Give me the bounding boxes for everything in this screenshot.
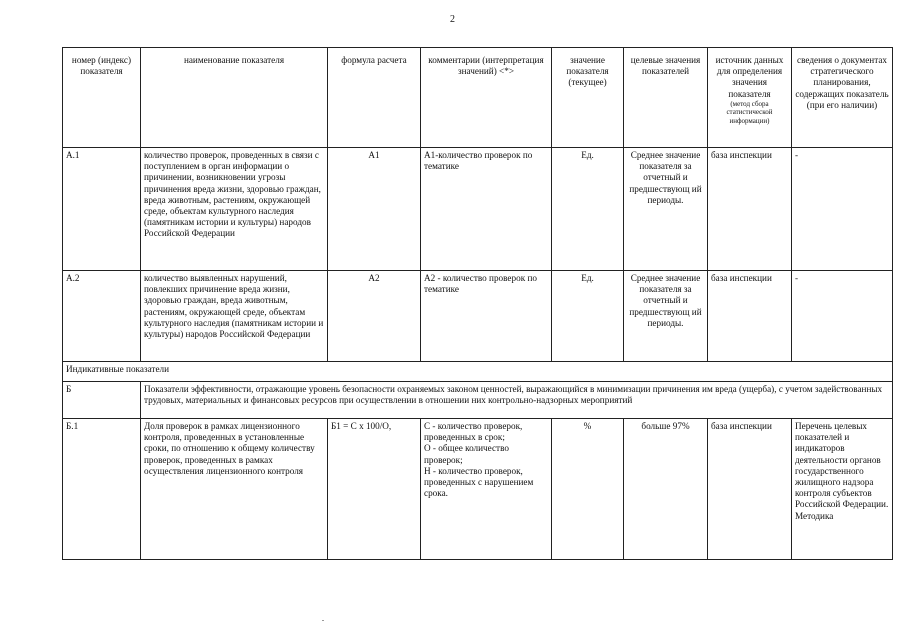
cell-number: Б.1 bbox=[63, 419, 141, 560]
cell-target: больше 97% bbox=[624, 419, 708, 560]
header-source-method: (метод сбора статистической информации) bbox=[726, 99, 773, 125]
cell-name: количество проверок, проведенных в связи с поступлением в орган информации о причинении, возникновении угрозы причинения вреда жизни, здоровью граждан, вреда животным, растениям, окружающей среде, объектам культурного наследия (памятникам истории и культуры) народов Российской Федерации bbox=[141, 148, 328, 271]
section-title: Индикативные показатели bbox=[63, 362, 893, 382]
cell-docs: Перечень целевых показателей и индикаторов деятельности органов государственного жилищного надзора контроля субъектов Российской Федерации. Методика bbox=[792, 419, 893, 560]
cell-docs: - bbox=[792, 148, 893, 271]
group-description: Показатели эффективности, отражающие уровень безопасности охраняемых законом ценностей, выражающийся в минимизации причинения им вреда (ущерба), с учетом задействованных трудовых, материальных и финансовых ресурсов при осуществлении в отношении них контрольно-надзорных мероприятий bbox=[141, 382, 893, 419]
section-row bbox=[63, 362, 893, 382]
header-docs: сведения о документах стратегического планирования, содержащих показатель (при его наличии) bbox=[792, 48, 893, 148]
header-number: номер (индекс) показателя bbox=[63, 48, 141, 148]
indicators-table bbox=[62, 47, 893, 560]
table-row bbox=[63, 419, 893, 560]
cell-number: А.2 bbox=[63, 271, 141, 362]
cell-source: база инспекции bbox=[708, 419, 792, 560]
cell-target: Среднее значение показателя за отчетный и предшествующ ий периоды. bbox=[624, 148, 708, 271]
header-name: наименование показателя bbox=[141, 48, 328, 148]
table-row bbox=[63, 271, 893, 362]
scan-speck bbox=[322, 620, 324, 621]
cell-name: количество выявленных нарушений, повлекших причинение вреда жизни, здоровью граждан, вреда животным, растениям, окружающей среде, объектам культурного наследия (памятникам истории и культуры) народов Российской Федерации bbox=[141, 271, 328, 362]
cell-number: Б bbox=[63, 382, 141, 419]
header-comments: комментарии (интерпретация значений) <*> bbox=[421, 48, 552, 148]
cell-target: Среднее значение показателя за отчетный и предшествующ ий периоды. bbox=[624, 271, 708, 362]
cell-comment: А1-количество проверок по тематике bbox=[421, 148, 552, 271]
cell-value: % bbox=[552, 419, 624, 560]
header-source-main: источник данных для определения значения показателя bbox=[715, 55, 784, 99]
header-value: значение показателя (текущее) bbox=[552, 48, 624, 148]
header-target: целевые значения показателей bbox=[624, 48, 708, 148]
page-number: 2 bbox=[450, 14, 455, 25]
header-source bbox=[708, 48, 792, 148]
cell-source: база инспекции bbox=[708, 271, 792, 362]
cell-value: Ед. bbox=[552, 148, 624, 271]
cell-formula: Б1 = С х 100/О, bbox=[328, 419, 421, 560]
cell-comment: С - количество проверок, проведенных в срок; О - общее количество проверок; Н - количество проверок, проведенных с нарушением срока. bbox=[421, 419, 552, 560]
table-row bbox=[63, 148, 893, 271]
cell-source: база инспекции bbox=[708, 148, 792, 271]
header-row bbox=[63, 48, 893, 148]
cell-comment: А2 - количество проверок по тематике bbox=[421, 271, 552, 362]
cell-number: А.1 bbox=[63, 148, 141, 271]
cell-formula: А2 bbox=[328, 271, 421, 362]
cell-name: Доля проверок в рамках лицензионного контроля, проведенных в установленные сроки, по отношению к общему количеству проверок, проведенных в рамках осуществления лицензионного контроля bbox=[141, 419, 328, 560]
group-row bbox=[63, 382, 893, 419]
header-formula: формула расчета bbox=[328, 48, 421, 148]
cell-formula: А1 bbox=[328, 148, 421, 271]
cell-docs: - bbox=[792, 271, 893, 362]
cell-value: Ед. bbox=[552, 271, 624, 362]
